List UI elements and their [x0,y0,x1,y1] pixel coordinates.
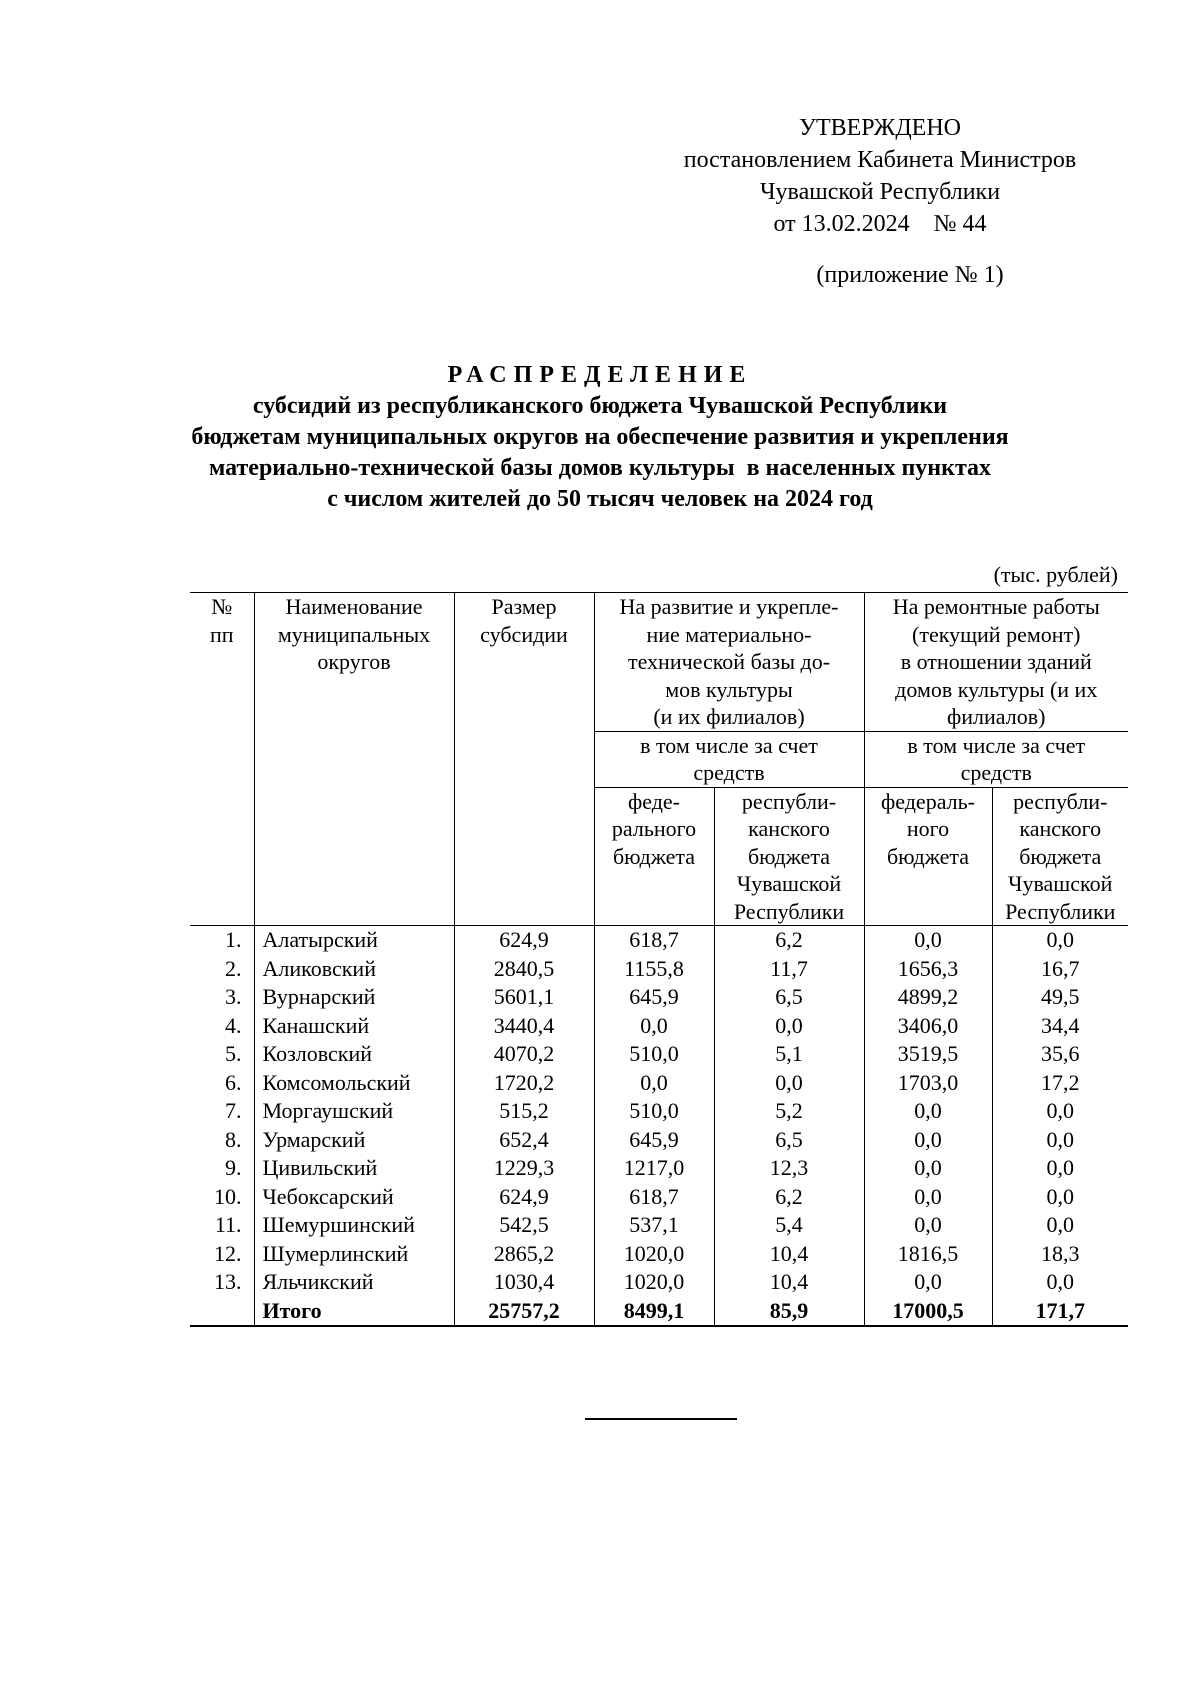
subsidy-size: 2840,5 [454,955,594,984]
subsidy-size: 3440,4 [454,1012,594,1041]
district-name: Моргаушский [254,1097,454,1126]
table-row [190,1240,1128,1269]
approval-title: УТВЕРЖДЕНО [798,115,962,141]
header-repair-republic: республи- канского бюджета Чувашской Республики [992,787,1128,926]
repair-republic-value: 0,0 [992,1268,1128,1297]
table-row [190,1069,1128,1098]
closing-rule [585,1418,737,1420]
dev-republic-value: 0,0 [714,1012,864,1041]
subsidy-size: 1030,4 [454,1268,594,1297]
dev-republic-value: 6,2 [714,1183,864,1212]
repair-federal-value: 1703,0 [864,1069,992,1098]
dev-republic-value: 10,4 [714,1268,864,1297]
title-line-1: субсидий из республиканского бюджета Чувашской Республики [252,393,948,419]
row-number: 13. [190,1268,254,1297]
row-number: 12. [190,1240,254,1269]
total-repair-federal: 17000,5 [864,1297,992,1327]
district-name: Шумерлинский [254,1240,454,1269]
dev-federal-value: 618,7 [594,1183,714,1212]
total-row-number [190,1297,254,1327]
header-dev-republic: республи- канского бюджета Чувашской Республики [714,787,864,926]
repair-federal-value: 0,0 [864,1154,992,1183]
document-title [160,360,1040,515]
row-number: 1. [190,926,254,955]
repair-federal-value: 3519,5 [864,1040,992,1069]
table-row [190,926,1128,955]
row-number: 7. [190,1097,254,1126]
repair-federal-value: 0,0 [864,1183,992,1212]
repair-republic-value: 0,0 [992,1097,1128,1126]
repair-republic-value: 0,0 [992,1154,1128,1183]
subsidy-size: 515,2 [454,1097,594,1126]
row-number: 5. [190,1040,254,1069]
dev-federal-value: 645,9 [594,983,714,1012]
table-row [190,1097,1128,1126]
repair-republic-value: 0,0 [992,1126,1128,1155]
dev-federal-value: 618,7 [594,926,714,955]
subsidy-size: 542,5 [454,1211,594,1240]
subsidy-size: 624,9 [454,926,594,955]
row-number: 3. [190,983,254,1012]
header-no: № пп [190,593,254,926]
dev-republic-value: 6,2 [714,926,864,955]
table-row [190,1126,1128,1155]
approval-date-number: от 13.02.2024 № 44 [773,211,987,237]
repair-federal-value: 0,0 [864,1097,992,1126]
header-repair-federal: федераль- ного бюджета [864,787,992,926]
district-name: Яльчикский [254,1268,454,1297]
repair-federal-value: 4899,2 [864,983,992,1012]
row-number: 10. [190,1183,254,1212]
approval-block [640,112,1120,240]
subsidy-size: 652,4 [454,1126,594,1155]
header-name: Наименование муниципальных округов [254,593,454,926]
table-row [190,1268,1128,1297]
distribution-table [190,592,1128,1327]
district-name: Цивильский [254,1154,454,1183]
subsidy-size: 4070,2 [454,1040,594,1069]
header-repair: На ремонтные работы (текущий ремонт) в отношении зданий домов культуры (и их филиалов) [864,593,1128,732]
row-number: 11. [190,1211,254,1240]
header-development: На развитие и укрепле- ние материально- технической базы до- мов культуры (и их филиалов) [594,593,864,732]
district-name: Вурнарский [254,983,454,1012]
repair-republic-value: 17,2 [992,1069,1128,1098]
dev-federal-value: 1020,0 [594,1240,714,1269]
district-name: Канашский [254,1012,454,1041]
dev-republic-value: 10,4 [714,1240,864,1269]
total-subsidy-size: 25757,2 [454,1297,594,1327]
repair-republic-value: 34,4 [992,1012,1128,1041]
subsidy-size: 2865,2 [454,1240,594,1269]
dev-federal-value: 1217,0 [594,1154,714,1183]
table-row [190,1040,1128,1069]
district-name: Алатырский [254,926,454,955]
repair-federal-value: 0,0 [864,1268,992,1297]
units-note: (тыс. рублей) [993,562,1118,587]
table-row [190,1012,1128,1041]
header-size: Размер субсидии [454,593,594,926]
dev-republic-value: 6,5 [714,1126,864,1155]
dev-federal-value: 510,0 [594,1097,714,1126]
repair-republic-value: 18,3 [992,1240,1128,1269]
dev-republic-value: 5,1 [714,1040,864,1069]
title-line-4: с числом жителей до 50 тысяч человек на 2024 год [327,486,873,512]
repair-federal-value: 1656,3 [864,955,992,984]
dev-republic-value: 12,3 [714,1154,864,1183]
dev-republic-value: 6,5 [714,983,864,1012]
subsidy-size: 1229,3 [454,1154,594,1183]
dev-republic-value: 5,4 [714,1211,864,1240]
repair-republic-value: 0,0 [992,1211,1128,1240]
title-line-2: бюджетам муниципальных округов на обеспечение развития и укрепления [191,424,1009,450]
district-name: Аликовский [254,955,454,984]
header-development-including: в том числе за счет средств [594,731,864,787]
table-row [190,1183,1128,1212]
district-name: Шемуршинский [254,1211,454,1240]
row-number: 2. [190,955,254,984]
total-row [190,1297,1128,1327]
subsidy-size: 1720,2 [454,1069,594,1098]
repair-federal-value: 0,0 [864,1211,992,1240]
repair-republic-value: 0,0 [992,926,1128,955]
row-number: 9. [190,1154,254,1183]
dev-federal-value: 0,0 [594,1069,714,1098]
table-row [190,1211,1128,1240]
dev-republic-value: 5,2 [714,1097,864,1126]
header-dev-federal: феде- рального бюджета [594,787,714,926]
row-number: 6. [190,1069,254,1098]
total-dev-federal: 8499,1 [594,1297,714,1327]
dev-republic-value: 0,0 [714,1069,864,1098]
table-row [190,955,1128,984]
total-dev-republic: 85,9 [714,1297,864,1327]
repair-republic-value: 0,0 [992,1183,1128,1212]
dev-federal-value: 537,1 [594,1211,714,1240]
district-name: Комсомольский [254,1069,454,1098]
repair-federal-value: 1816,5 [864,1240,992,1269]
appendix-label: (приложение № 1) [816,262,1004,288]
title-line-3: материально-технической базы домов культуры в населенных пунктах [208,455,992,481]
row-number: 4. [190,1012,254,1041]
subsidy-size: 624,9 [454,1183,594,1212]
repair-republic-value: 16,7 [992,955,1128,984]
approval-republic: Чувашской Республики [759,179,1001,205]
dev-federal-value: 645,9 [594,1126,714,1155]
total-label: Итого [254,1297,454,1327]
approval-issuer: постановлением Кабинета Министров [683,147,1077,173]
table-row [190,1154,1128,1183]
repair-republic-value: 35,6 [992,1040,1128,1069]
dev-federal-value: 510,0 [594,1040,714,1069]
dev-republic-value: 11,7 [714,955,864,984]
repair-federal-value: 0,0 [864,926,992,955]
repair-federal-value: 3406,0 [864,1012,992,1041]
table-row [190,983,1128,1012]
title-heading: РАСПРЕДЕЛЕНИЕ [447,362,753,388]
district-name: Чебоксарский [254,1183,454,1212]
total-repair-republic: 171,7 [992,1297,1128,1327]
repair-federal-value: 0,0 [864,1126,992,1155]
district-name: Козловский [254,1040,454,1069]
repair-republic-value: 49,5 [992,983,1128,1012]
dev-federal-value: 1155,8 [594,955,714,984]
subsidy-size: 5601,1 [454,983,594,1012]
header-repair-including: в том числе за счет средств [864,731,1128,787]
row-number: 8. [190,1126,254,1155]
dev-federal-value: 1020,0 [594,1268,714,1297]
district-name: Урмарский [254,1126,454,1155]
dev-federal-value: 0,0 [594,1012,714,1041]
